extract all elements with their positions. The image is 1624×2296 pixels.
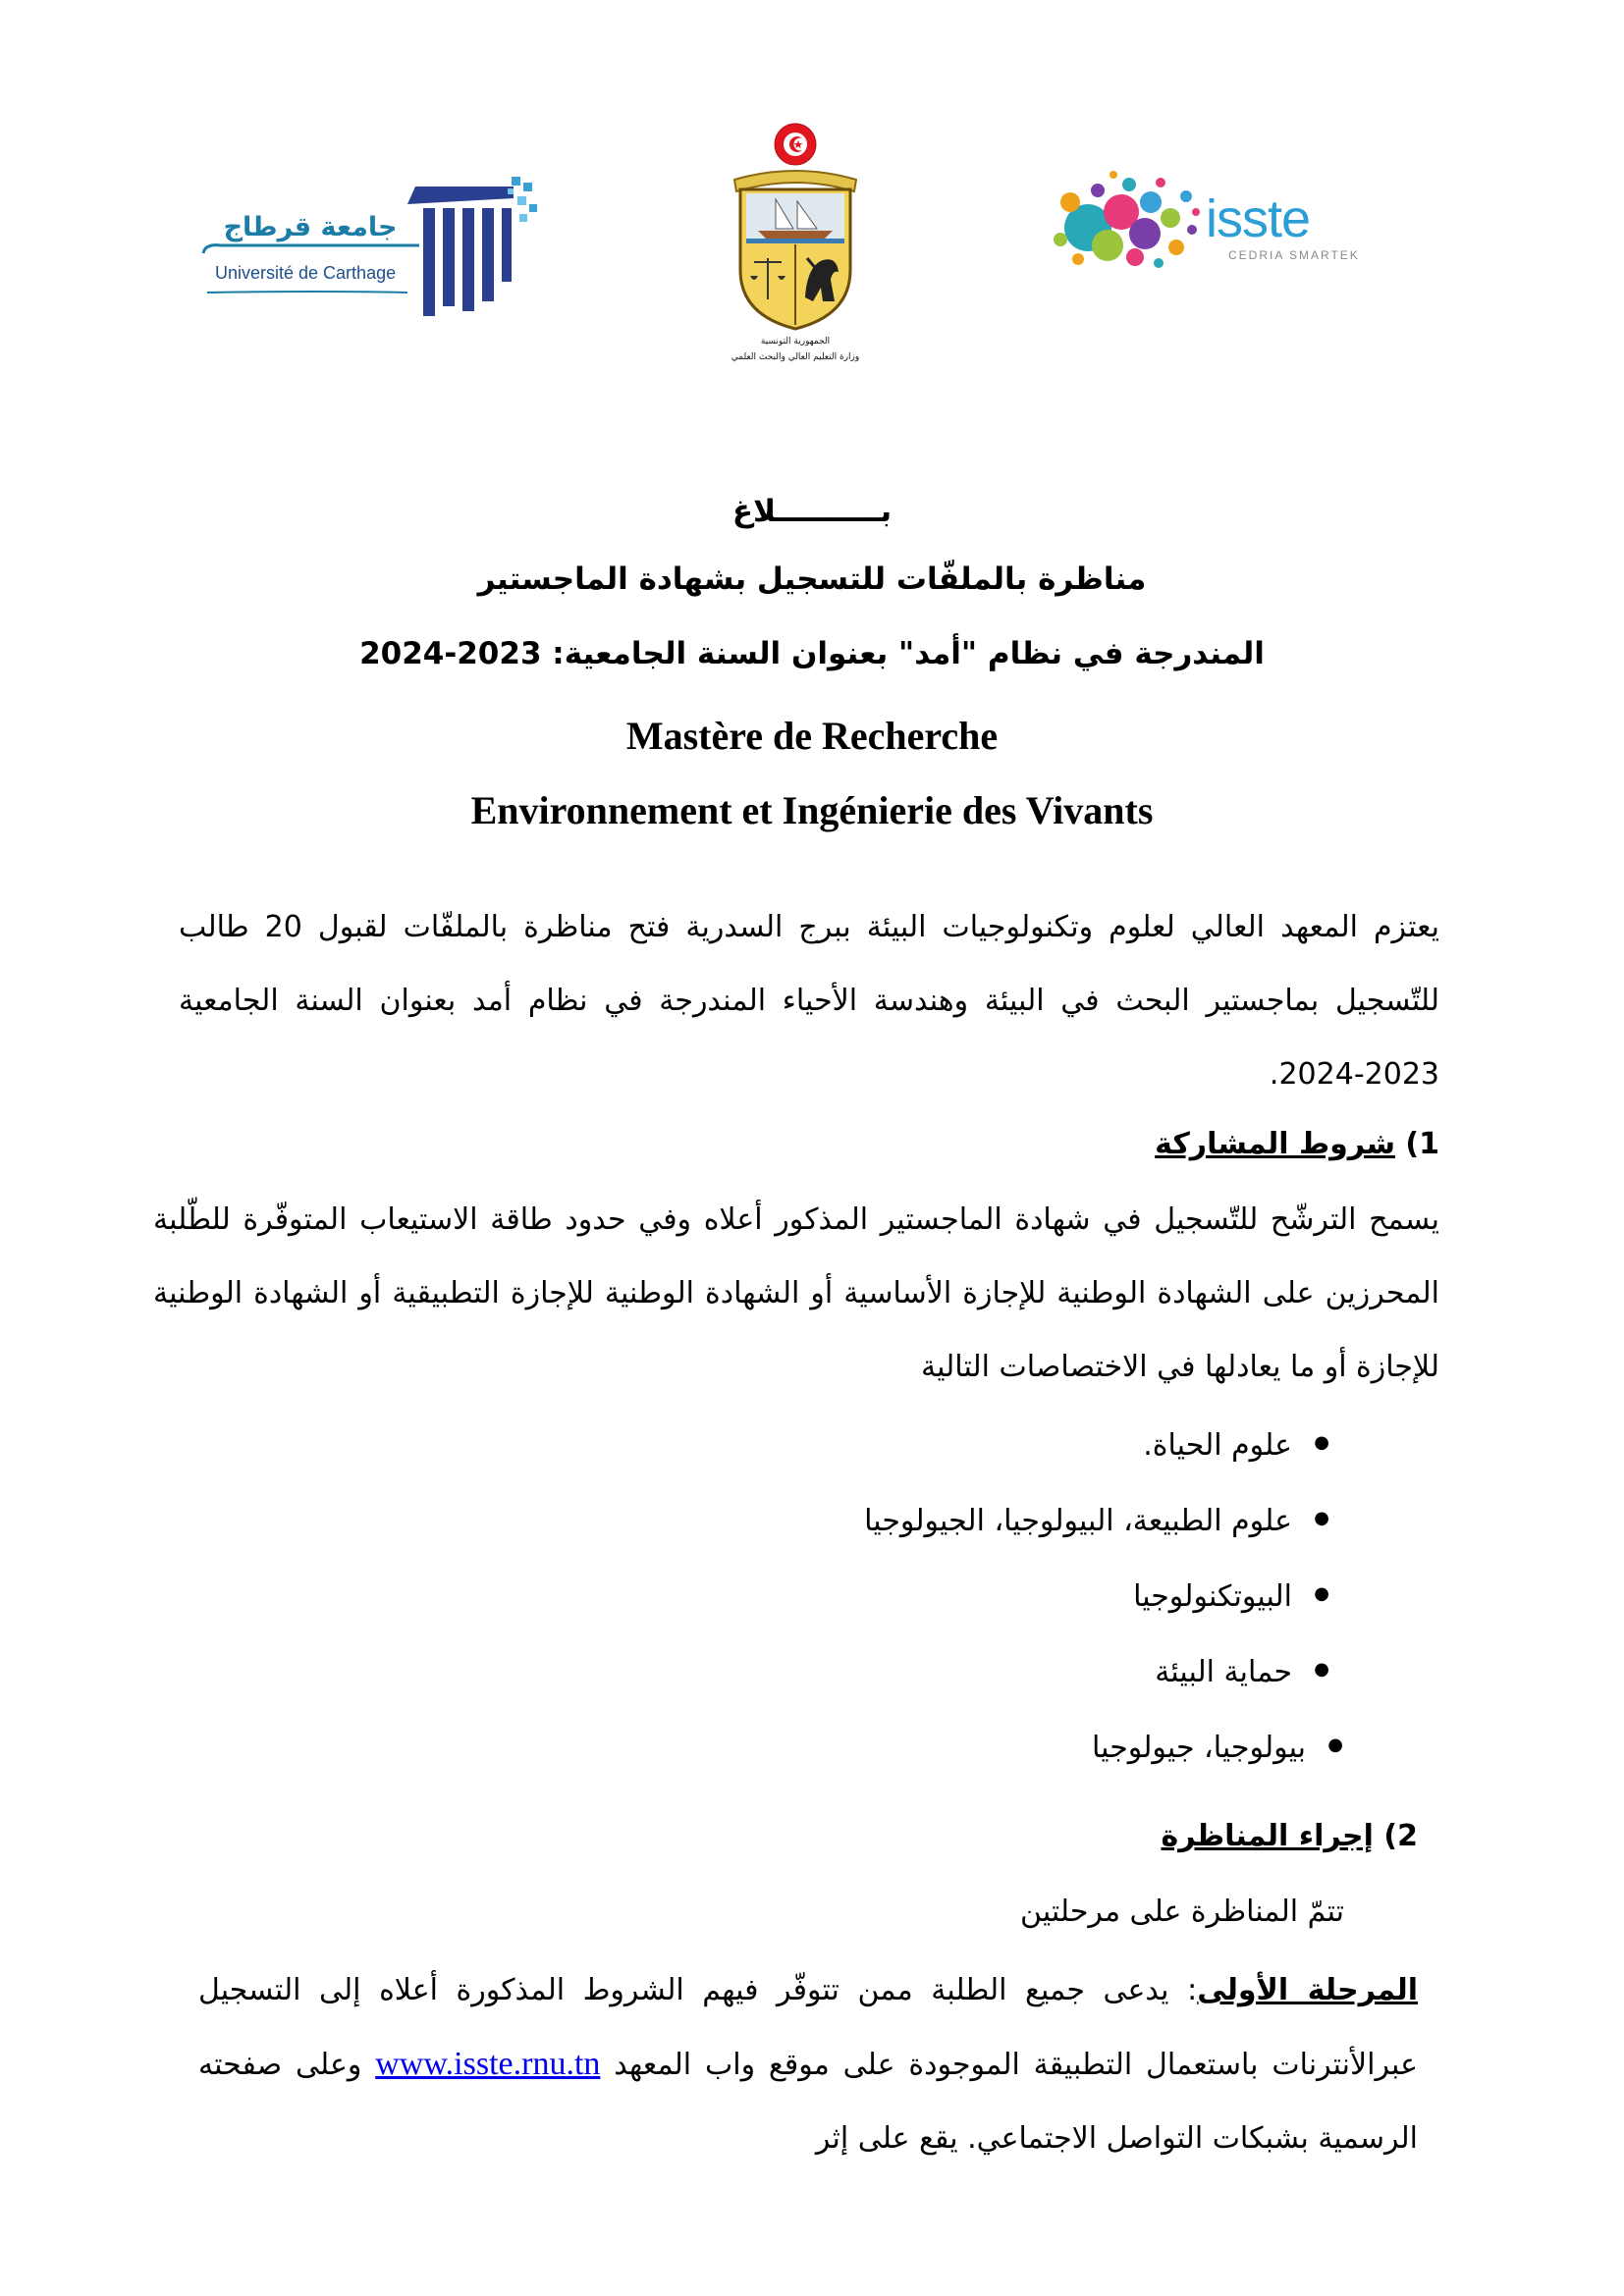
phase1-paragraph [198,1953,1418,2175]
announcement-heading: بــــــــــلاغ [731,494,893,529]
isste-tagline: CEDRIA SMARTEK [1228,248,1360,262]
isste-logo [1049,169,1402,277]
carthage-arabic-name: جامعة قرطاج [223,212,398,242]
carthage-columns-icon [201,175,540,317]
list-item: ● البيوتكنولوجيا [864,1579,1329,1655]
phase1-tail: وعلى صفحته الرسمية بشبكات التواصل الاجتماعي. يقع على إثر [198,2048,1418,2156]
tunisia-coat-of-arms [707,123,884,373]
isste-dots-icon [1049,169,1204,277]
section2-number: 2) [1383,1819,1418,1853]
specialties-list [864,1428,1329,1806]
list-item: ● علوم الطبيعة، البيولوجيا، الجيولوجيا [864,1504,1329,1579]
universite-de-carthage-logo [201,175,540,317]
title-french-line1: Mastère de Recherche [625,714,999,758]
list-item: ● بيولوجيا، جيولوجيا [864,1731,1343,1806]
section1-title: شروط المشاركة [1155,1127,1395,1161]
section1-number: 1) [1405,1127,1439,1161]
phase1-text: : يدعى جميع الطلبة ممن تتوفّر فيهم الشروط المذكورة أعلاه إلى التسجيل عبرالأنترنات باستعمال التطبيقة الموجودة على موقع واب المعهد [198,1973,1418,2082]
title-arabic-line2: المندرجة في نظام "أمد" بعنوان السنة الجامعية: 2023-2024 [359,636,1265,671]
section1-body: يسمح الترشّح للتّسجيل في شهادة الماجستير المذكور أعلاه وفي حدود طاقة الاستيعاب المتوفّرة للطّلبة المحرزين على الشهادة الوطنية للإجازة الأساسية أو الشهادة الوطنية للإجازة التطبيقية أو الشهادة الوطنية للإجازة أو ما يعادلها في الاختصاصات التالية [153,1202,1439,1384]
isste-website-link[interactable]: www.isste.rnu.tn [375,2046,601,2082]
carthage-french-name: Université de Carthage [215,263,397,283]
intro-paragraph: يعتزم المعهد العالي لعلوم وتكنولوجيات البيئة ببرج السدرية فتح مناظرة بالملفّات لقبول 20 طالب للتّسجيل بماجستير البحث في البيئة وهندسة الأحياء المندرجة في نظام أمد بعنوان السنة الجامعية 2023-2024. [179,910,1439,1092]
title-french-line2: Environnement et Ingénierie des Vivants [470,788,1154,832]
section1-heading [1155,1127,1439,1161]
section2-lead: تتمّ المناظرة على مرحلتين [1019,1895,1344,1929]
isste-wordmark: isste [1206,189,1311,248]
phase1-label: المرحلة الأولى [1197,1973,1419,2007]
list-item: ● حماية البيئة [864,1655,1329,1731]
title-arabic-line1: مناظرة بالملفّات للتسجيل بشهادة الماجستير [477,561,1147,597]
section2-title: إجراء المناظرة [1161,1819,1374,1853]
section2-heading [1162,1819,1418,1853]
emblem-ministry-caption: وزارة التعليم العالي والبحث العلمي [731,352,860,362]
emblem-republic-caption: الجمهورية التونسية [760,337,831,347]
coat-of-arms-icon [707,123,884,334]
list-item: ● علوم الحياة. [864,1428,1329,1504]
